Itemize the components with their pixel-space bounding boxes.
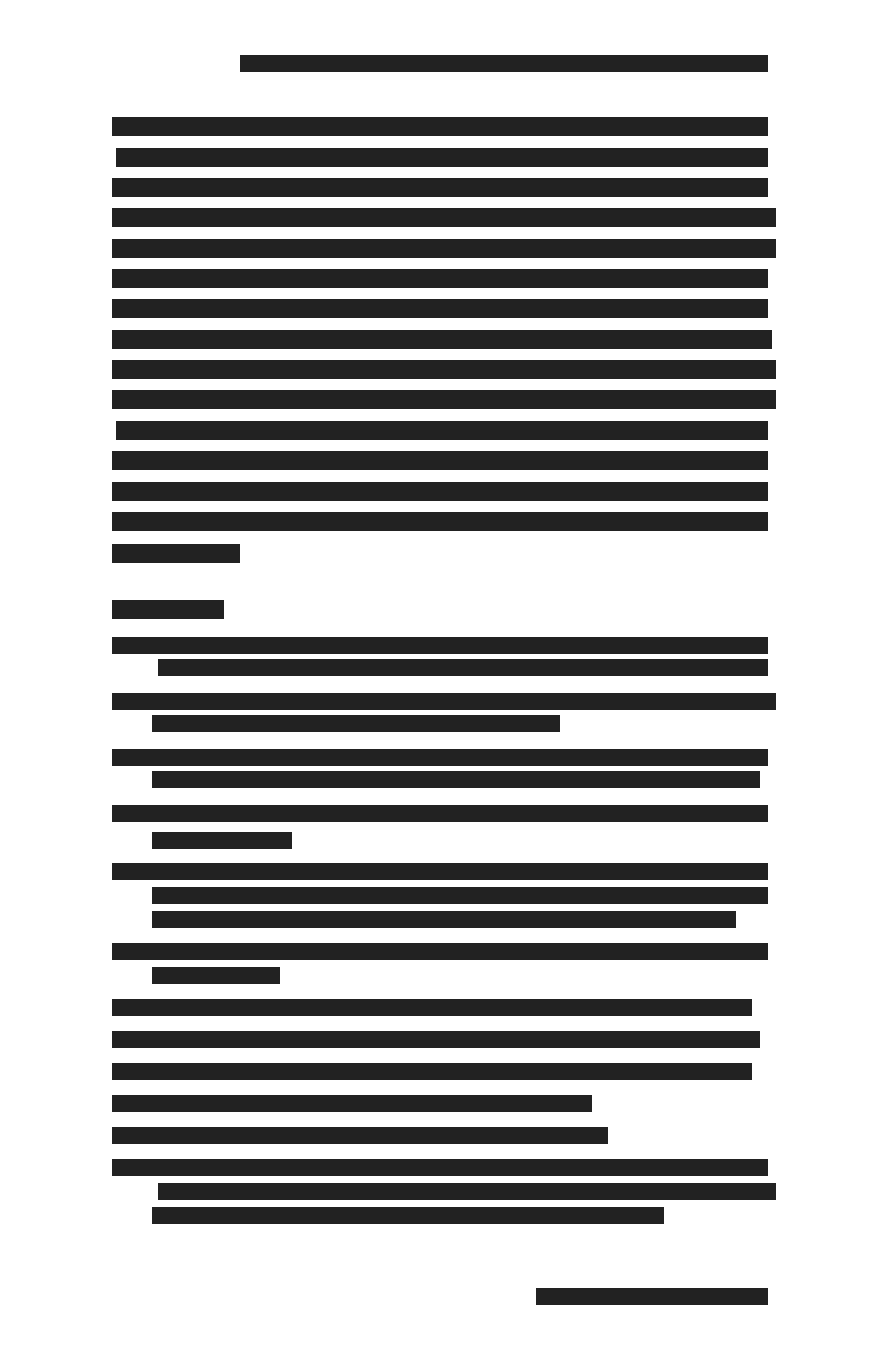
redacted-reference-line	[112, 943, 768, 960]
redacted-reference-line	[112, 863, 768, 880]
redacted-reference-line	[112, 999, 752, 1016]
redacted-text-line	[112, 544, 240, 563]
redacted-text-line	[112, 330, 772, 349]
redacted-text-line	[112, 269, 768, 288]
redacted-reference-line	[158, 1183, 776, 1200]
redacted-text-line	[112, 451, 768, 470]
redacted-reference-line	[112, 805, 768, 822]
redacted-text-line	[112, 178, 768, 197]
redacted-heading	[112, 600, 224, 619]
redacted-reference-line	[152, 715, 560, 732]
redacted-reference-line	[112, 693, 776, 710]
redacted-text-line	[112, 117, 768, 136]
redacted-reference-line	[152, 967, 280, 984]
redacted-reference-line	[112, 1159, 768, 1176]
redacted-reference-line	[112, 1063, 752, 1080]
redacted-text-line	[112, 390, 776, 409]
redacted-reference-line	[152, 1207, 664, 1224]
redacted-text-line	[112, 299, 768, 318]
redacted-text-line	[112, 208, 776, 227]
redacted-text-line	[112, 360, 776, 379]
redacted-reference-line	[112, 637, 768, 654]
redacted-text-line	[112, 512, 768, 531]
redacted-reference-line	[152, 832, 292, 849]
redacted-reference-line	[152, 887, 768, 904]
redacted-text-line	[112, 482, 768, 501]
redacted-text-line	[112, 239, 776, 258]
redacted-reference-line	[112, 1031, 760, 1048]
redacted-reference-line	[112, 1095, 592, 1112]
redacted-reference-line	[158, 659, 768, 676]
redacted-text-line	[116, 421, 768, 440]
redacted-reference-line	[152, 911, 736, 928]
redacted-reference-line	[152, 771, 760, 788]
redacted-header-line	[240, 55, 768, 72]
redacted-footer-line	[536, 1288, 768, 1305]
redacted-reference-line	[112, 1127, 608, 1144]
redacted-text-line	[116, 148, 768, 167]
redacted-reference-line	[112, 749, 768, 766]
